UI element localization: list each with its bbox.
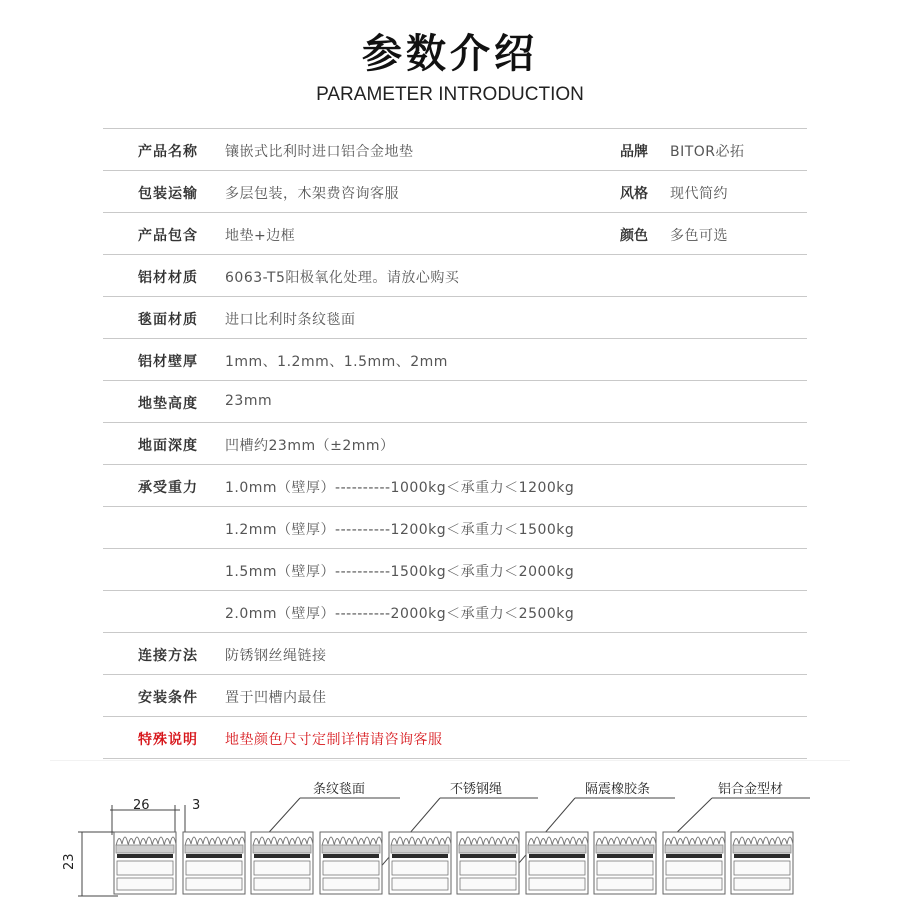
param-label-style: 风格 (620, 186, 648, 202)
param-label: 毯面材质 (138, 312, 198, 328)
param-value: 置于凹槽内最佳 (225, 690, 327, 706)
param-label: 地垫高度 (138, 396, 198, 412)
mat-module (183, 832, 245, 894)
param-row-load-capacity-4 (103, 590, 807, 632)
param-label: 连接方法 (138, 648, 198, 664)
param-value: 地垫+边框 (225, 228, 296, 244)
param-value: 镶嵌式比利时进口铝合金地垫 (225, 144, 414, 160)
param-value-color: 多色可选 (670, 228, 728, 244)
mat-module (389, 832, 451, 894)
callout-carpet: 条纹毯面 (313, 782, 366, 797)
page-subtitle: PARAMETER INTRODUCTION (316, 84, 584, 105)
param-value-brand: BITOR必拓 (670, 144, 745, 160)
param-row-load-capacity (103, 464, 807, 506)
dim-width-label: 26 (133, 798, 150, 813)
param-value: 1.5mm（壁厚）----------1500kg＜承重力＜2000kg (225, 564, 575, 580)
param-value: 1mm、1.2mm、1.5mm、2mm (225, 354, 448, 370)
param-value: 凹槽约23mm（±2mm） (225, 438, 395, 454)
param-label: 包装运输 (138, 186, 198, 202)
param-label: 地面深度 (138, 438, 198, 454)
mat-module (251, 832, 313, 894)
param-row-special-note (103, 716, 807, 759)
param-value: 1.0mm（壁厚）----------1000kg＜承重力＜1200kg (225, 480, 575, 496)
param-label: 安装条件 (138, 690, 198, 706)
param-row-contents (103, 212, 807, 254)
param-row-floor-depth (103, 422, 807, 464)
mat-module (320, 832, 382, 894)
param-value: 进口比利时条纹毯面 (225, 312, 356, 328)
param-value: 防锈钢丝绳链接 (225, 648, 327, 664)
callout-aluminum-profile: 铝合金型材 (718, 782, 784, 797)
param-row-installation (103, 674, 807, 716)
param-label: 铝材材质 (138, 270, 198, 286)
param-label: 承受重力 (138, 480, 198, 496)
param-row-product-name (103, 128, 807, 170)
mat-module (663, 832, 725, 894)
param-value: 23mm (225, 393, 273, 409)
param-value: 多层包装，木架费咨询客服 (225, 186, 399, 202)
mat-module (594, 832, 656, 894)
mat-module (526, 832, 588, 894)
callout-steel-rope: 不锈钢绳 (450, 782, 503, 797)
param-value: 地垫颜色尺寸定制详情请咨询客服 (225, 732, 443, 748)
param-label-color: 颜色 (620, 228, 648, 244)
dim-gap-label: 3 (192, 798, 201, 813)
param-label: 铝材壁厚 (138, 354, 198, 370)
param-row-load-capacity-2 (103, 506, 807, 548)
param-row-connection (103, 632, 807, 674)
param-row-load-capacity-3 (103, 548, 807, 590)
param-row-aluminum-material (103, 254, 807, 296)
param-label: 产品名称 (138, 144, 198, 160)
param-row-packaging (103, 170, 807, 212)
param-row-mat-height (103, 380, 807, 422)
mat-module (731, 832, 793, 894)
param-value: 2.0mm（壁厚）----------2000kg＜承重力＜2500kg (225, 606, 575, 622)
mat-modules (114, 832, 793, 894)
param-row-wall-thickness (103, 338, 807, 380)
callout-rubber-strip: 隔震橡胶条 (585, 782, 651, 797)
parameter-table (103, 128, 807, 759)
param-label: 特殊说明 (138, 732, 198, 748)
mat-module (457, 832, 519, 894)
param-row-carpet-material (103, 296, 807, 338)
param-value: 6063-T5阳极氧化处理。请放心购买 (225, 270, 460, 286)
param-value: 1.2mm（壁厚）----------1200kg＜承重力＜1500kg (225, 522, 575, 538)
mat-module (114, 832, 176, 894)
param-value-style: 现代简约 (670, 186, 728, 202)
dim-height-label: 23 (62, 853, 77, 870)
cross-section-svg (0, 760, 900, 919)
param-label: 产品包含 (138, 228, 198, 244)
cross-section-diagram (0, 760, 900, 919)
param-label-brand: 品牌 (620, 144, 648, 160)
page-title: 参数介绍 (362, 31, 538, 77)
